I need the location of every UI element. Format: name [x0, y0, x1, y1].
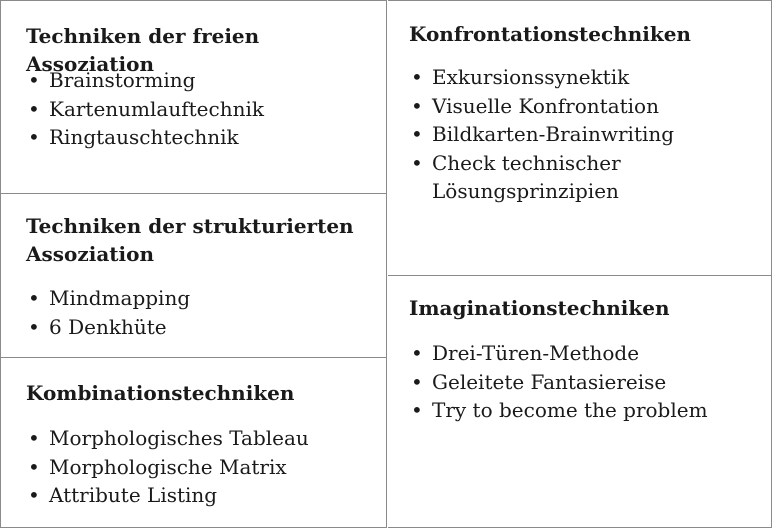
box-structured-association	[0, 194, 387, 358]
list-item: • Try to become the problem	[409, 396, 763, 425]
list-item: • Exkursionssynektik	[409, 63, 763, 92]
technique-list	[26, 284, 378, 341]
box-title: Techniken der freien Assoziation	[26, 24, 260, 76]
box-title: Techniken der strukturierten Assoziation	[26, 214, 354, 266]
technique-list	[26, 424, 378, 510]
box-free-association	[0, 0, 387, 194]
list-item: • Visuelle Konfrontation	[409, 92, 763, 121]
box-combination	[0, 358, 387, 528]
box-confrontation	[388, 0, 772, 276]
list-item: • Kartenumlauftechnik	[26, 95, 378, 124]
list-item: • Geleitete Fantasiereise	[409, 368, 763, 397]
list-item: • Attribute Listing	[26, 481, 378, 510]
list-item: • Ringtauschtechnik	[26, 123, 378, 152]
box-title: Kombinationstechniken	[26, 381, 295, 405]
list-item: • Morphologische Matrix	[26, 453, 378, 482]
technique-list	[409, 339, 763, 425]
box-imagination	[388, 276, 772, 528]
box-title: Konfrontationstechniken	[409, 22, 691, 46]
list-item: • 6 Denkhüte	[26, 313, 378, 342]
list-item: • Morphologisches Tableau	[26, 424, 378, 453]
list-item: • Bildkarten-Brainwriting	[409, 120, 763, 149]
list-item: • Mindmapping	[26, 284, 378, 313]
technique-list	[26, 66, 378, 152]
box-title: Imaginationstechniken	[409, 296, 670, 320]
list-item: • Brainstorming	[26, 66, 378, 95]
list-item: • Drei-Türen-Methode	[409, 339, 763, 368]
technique-list	[409, 63, 763, 206]
list-item: • Check technischer Lösungsprinzipien	[409, 149, 763, 206]
